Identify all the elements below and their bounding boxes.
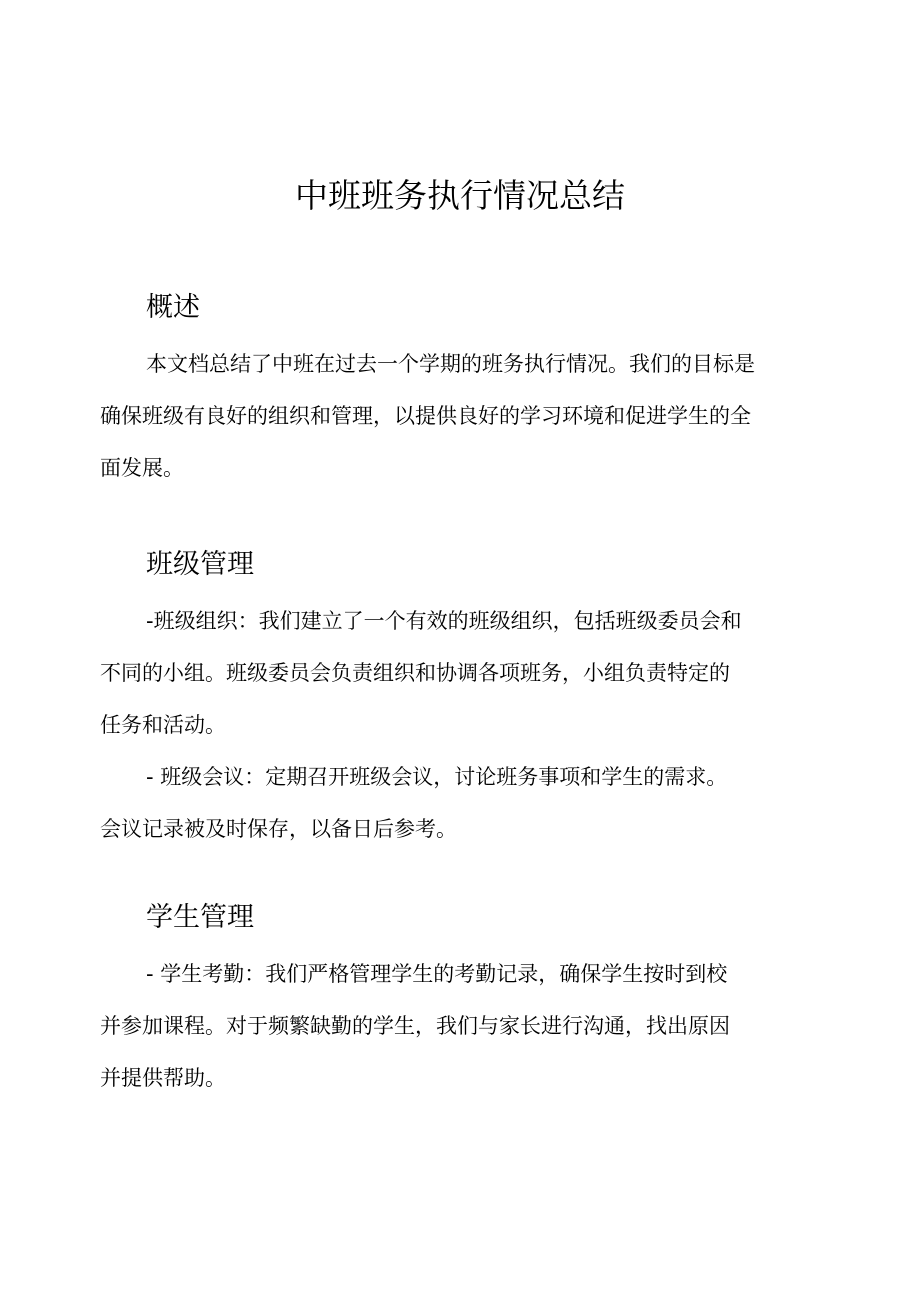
paragraph-line: - 学生考勤：我们严格管理学生的考勤记录，确保学生按时到校 xyxy=(146,962,728,986)
paragraph-line: 任务和活动。 xyxy=(100,713,226,737)
paragraph xyxy=(100,948,826,1104)
document-title: 中班班务执行情况总结 xyxy=(295,176,625,215)
paragraph-line: 不同的小组。班级委员会负责组织和协调各项班务，小组负责特定的 xyxy=(100,661,730,685)
paragraph-line: 面发展。 xyxy=(100,456,184,480)
section-body xyxy=(100,338,826,494)
section-heading: 班级管理 xyxy=(146,549,254,580)
paragraph-line: 本文档总结了中班在过去一个学期的班务执行情况。我们的目标是 xyxy=(146,352,755,376)
section-overview xyxy=(100,288,826,494)
paragraph xyxy=(100,338,826,494)
paragraph-line: 并提供帮助。 xyxy=(100,1066,226,1090)
paragraph-line: 确保班级有良好的组织和管理，以提供良好的学习环境和促进学生的全 xyxy=(100,404,751,428)
paragraph-line: 并参加课程。对于频繁缺勤的学生，我们与家长进行沟通，找出原因 xyxy=(100,1014,730,1038)
section-heading: 学生管理 xyxy=(146,902,254,933)
section-student-management xyxy=(100,898,826,1104)
section-body xyxy=(100,595,826,855)
section-body xyxy=(100,948,826,1104)
section-class-management xyxy=(100,545,826,855)
section-heading: 概述 xyxy=(146,292,200,323)
paragraph-line: -班级组织：我们建立了一个有效的班级组织，包括班级委员会和 xyxy=(146,609,742,633)
paragraph xyxy=(100,751,826,855)
paragraph-line: - 班级会议：定期召开班级会议，讨论班务事项和学生的需求。 xyxy=(146,765,728,789)
paragraph xyxy=(100,595,826,751)
paragraph-line: 会议记录被及时保存，以备日后参考。 xyxy=(100,817,457,841)
